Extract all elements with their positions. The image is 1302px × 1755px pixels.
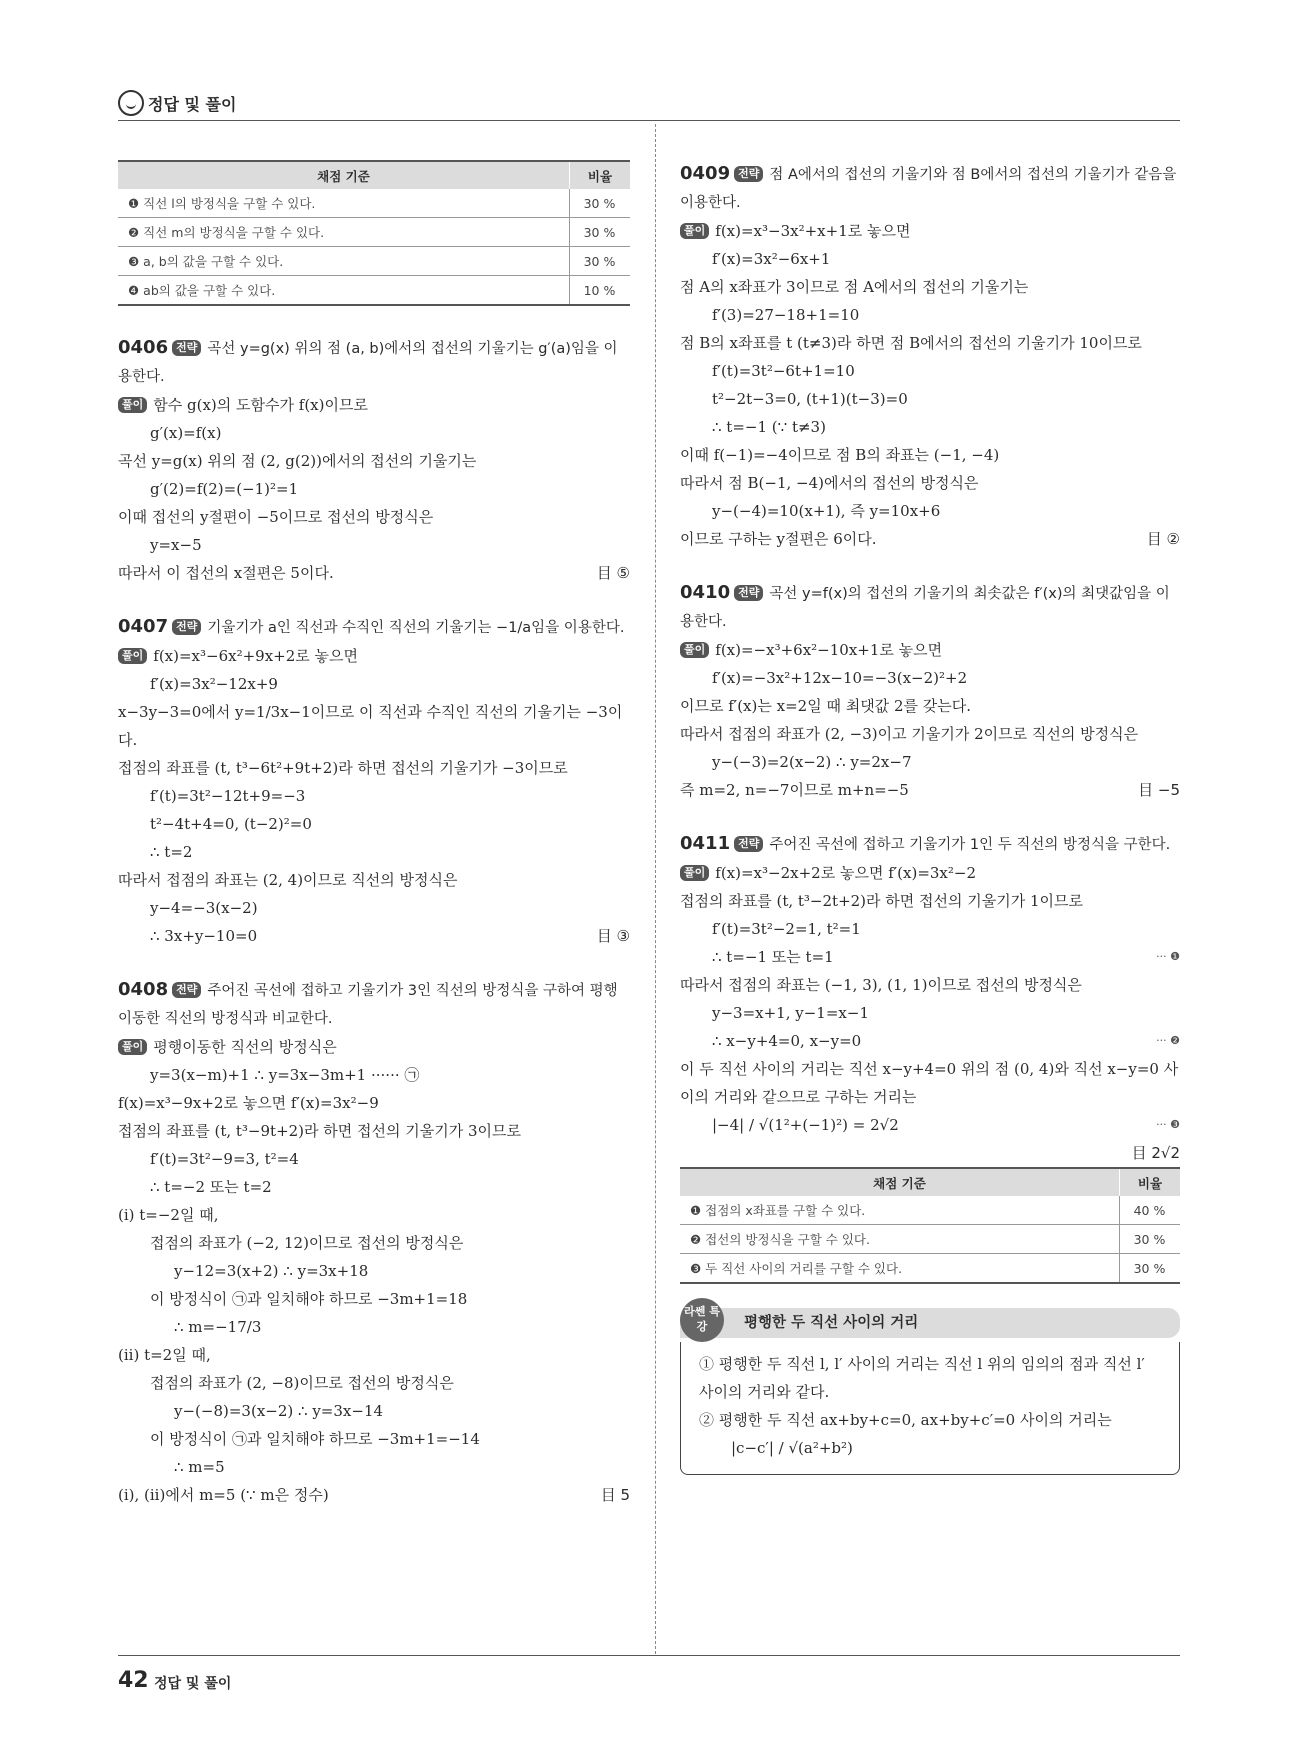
strategy-tag: 전략 <box>734 836 763 852</box>
problem-0411 <box>680 830 1180 1162</box>
problem-number: 0408 <box>118 979 169 1000</box>
solution-line: (i) t=−2일 때, <box>118 1206 219 1224</box>
solution-line: 풀이 f(x)=−x³+6x²−10x+1로 놓으면 <box>680 636 1180 664</box>
solution-line: 따라서 이 접선의 x절편은 5이다. 目 ⑤ <box>118 559 630 587</box>
table-header-ratio: 비율 <box>1120 1168 1181 1196</box>
strategy-line <box>680 160 1180 217</box>
problem-number: 0406 <box>118 337 169 358</box>
header-title: 정답 및 풀이 <box>148 95 237 114</box>
solution-line: |−4| / √(1²+(−1)²) = 2√2 ··· ❸ <box>680 1111 1180 1139</box>
scoring-table-1 <box>118 160 630 306</box>
solution-line: 풀이 함수 g(x)의 도함수가 f(x)이므로 <box>118 391 630 419</box>
answer-mark: 目 −5 <box>1138 781 1180 799</box>
solution-line: 이때 접선의 y절편이 −5이므로 접선의 방정식은 <box>118 508 434 526</box>
strategy-line <box>118 334 630 391</box>
special-lecture-title: 평행한 두 직선 사이의 거리 <box>744 1315 919 1331</box>
solution-line: ∴ t=−1 (∵ t≠3) <box>712 418 826 436</box>
table-cell: 40 % <box>1120 1196 1181 1225</box>
answer-mark: 目 ⑤ <box>596 564 630 582</box>
table-cell: 30 % <box>1120 1254 1181 1284</box>
solution-line: f′(t)=3t²−6t+1=10 <box>712 362 855 380</box>
problem-0408 <box>118 976 630 1509</box>
solution-line: 풀이 f(x)=x³−3x²+x+1로 놓으면 <box>680 217 1180 245</box>
solution-line: f′(t)=3t²−2=1, t²=1 <box>712 920 861 938</box>
solution-line: y−(−8)=3(x−2) ∴ y=3x−14 <box>174 1402 384 1420</box>
answer-mark: 目 ③ <box>596 927 630 945</box>
solution-line: 따라서 접점의 좌표가 (2, −3)이고 기울기가 2이므로 직선의 방정식은 <box>680 725 1139 743</box>
strategy-line <box>680 830 1180 859</box>
solution-tag: 풀이 <box>680 865 709 881</box>
page-number: 42 <box>118 1668 149 1693</box>
solution-line: y−(−4)=10(x+1), 즉 y=10x+6 <box>712 502 941 520</box>
solution-line: t²−4t+4=0, (t−2)²=0 <box>150 815 312 833</box>
table-cell: ❷ 접선의 방정식을 구할 수 있다. <box>680 1225 1120 1254</box>
solution-line: 점 B의 x좌표를 t (t≠3)라 하면 점 B에서의 접선의 기울기가 10이므로 <box>680 334 1142 352</box>
solution-line: f′(x)=3x²−6x+1 <box>712 250 831 268</box>
solution-tag: 풀이 <box>680 642 709 658</box>
solution-line: f′(3)=27−18+1=10 <box>712 306 860 324</box>
strategy-line <box>118 976 630 1033</box>
problem-0407 <box>118 613 630 950</box>
solution-line: 풀이 평행이동한 직선의 방정식은 <box>118 1033 630 1061</box>
solution-line: 풀이 f(x)=x³−6x²+9x+2로 놓으면 <box>118 642 630 670</box>
table-cell: 30 % <box>570 218 631 247</box>
special-lecture-box <box>680 1342 1180 1475</box>
table-row <box>118 218 630 247</box>
solution-line: 접점의 좌표를 (t, t³−2t+2)라 하면 접선의 기울기가 1이므로 <box>680 892 1084 910</box>
special-formula: |c−c′| / √(a²+b²) <box>731 1439 853 1457</box>
table-cell: 30 % <box>1120 1225 1181 1254</box>
solution-line: f′(t)=3t²−12t+9=−3 <box>150 787 306 805</box>
column-divider <box>655 124 656 1654</box>
footer-label: 정답 및 풀이 <box>154 1676 232 1692</box>
strategy-text: 곡선 y=g(x) 위의 점 (a, b)에서의 접선의 기울기는 g′(a)임을 이용한다. <box>118 341 618 385</box>
table-cell: ❶ 접점의 x좌표를 구할 수 있다. <box>680 1196 1120 1225</box>
solution-line: ∴ m=5 <box>174 1458 225 1476</box>
solution-line: g′(2)=f(2)=(−1)²=1 <box>150 480 299 498</box>
strategy-tag: 전략 <box>172 340 201 356</box>
solution-line: y−3=x+1, y−1=x−1 <box>712 1004 869 1022</box>
strategy-tag: 전략 <box>734 585 763 601</box>
solution-line: t²−2t−3=0, (t+1)(t−3)=0 <box>712 390 908 408</box>
solution-line: y−4=−3(x−2) <box>150 899 258 917</box>
special-lecture-header <box>680 1305 1180 1338</box>
page-footer <box>118 1655 1180 1716</box>
problem-number: 0407 <box>118 616 169 637</box>
solution-line: 따라서 점 B(−1, −4)에서의 접선의 방정식은 <box>680 474 979 492</box>
solution-tag: 풀이 <box>680 223 709 239</box>
solution-line: 이 두 직선 사이의 거리는 직선 x−y+4=0 위의 점 (0, 4)와 직선 x−y=0 사이의 거리와 같으므로 구하는 거리는 <box>680 1060 1179 1106</box>
solution-line: 이므로 f′(x)는 x=2일 때 최댓값 2를 갖는다. <box>680 697 971 715</box>
solution-line: 따라서 접점의 좌표는 (2, 4)이므로 직선의 방정식은 <box>118 871 458 889</box>
table-cell: 30 % <box>570 189 631 218</box>
strategy-text: 곡선 y=f(x)의 접선의 기울기의 최솟값은 f′(x)의 최댓값임을 이용한다. <box>680 586 1170 630</box>
problem-0409 <box>680 160 1180 553</box>
solution-line: ∴ t=−2 또는 t=2 <box>150 1178 272 1196</box>
table-cell: ❸ a, b의 값을 구할 수 있다. <box>118 247 570 276</box>
strategy-text: 기울기가 a인 직선과 수직인 직선의 기울기는 −1/a임을 이용한다. <box>207 620 625 636</box>
step-marker: ··· ❶ <box>1156 950 1180 963</box>
solution-line: 이때 f(−1)=−4이므로 점 B의 좌표는 (−1, −4) <box>680 446 1000 464</box>
strategy-text: 주어진 곡선에 접하고 기울기가 3인 직선의 방정식을 구하여 평행이동한 직선의 방정식과 비교한다. <box>118 983 618 1027</box>
table-header-ratio: 비율 <box>570 161 631 189</box>
solution-line: 이 방정식이 ㉠과 일치해야 하므로 −3m+1=18 <box>150 1290 468 1308</box>
solution-line: 이 방정식이 ㉠과 일치해야 하므로 −3m+1=−14 <box>150 1430 480 1448</box>
solution-line: 접점의 좌표가 (−2, 12)이므로 접선의 방정식은 <box>150 1234 464 1252</box>
table-cell: ❶ 직선 l의 방정식을 구할 수 있다. <box>118 189 570 218</box>
solution-line: (i), (ii)에서 m=5 (∵ m은 정수) 目 5 <box>118 1481 630 1509</box>
solution-line: 이므로 구하는 y절편은 6이다. 目 ② <box>680 525 1180 553</box>
answer-mark: 目 ② <box>1146 530 1180 548</box>
table-row <box>680 1196 1180 1225</box>
solution-line: y−12=3(x+2) ∴ y=3x+18 <box>174 1262 369 1280</box>
solution-tag: 풀이 <box>118 1039 147 1055</box>
table-cell: 10 % <box>570 276 631 306</box>
solution-line: f′(x)=3x²−12x+9 <box>150 675 278 693</box>
table-row <box>118 276 630 306</box>
right-column <box>680 160 1180 1475</box>
table-cell: ❷ 직선 m의 방정식을 구할 수 있다. <box>118 218 570 247</box>
problem-number: 0410 <box>680 582 731 603</box>
solution-line: f′(x)=−3x²+12x−10=−3(x−2)²+2 <box>712 669 968 687</box>
solution-line: 접점의 좌표를 (t, t³−9t+2)라 하면 접선의 기울기가 3이므로 <box>118 1122 522 1140</box>
solution-line: y=x−5 <box>150 536 202 554</box>
special-item-1: ① 평행한 두 직선 l, l′ 사이의 거리는 직선 l 위의 임의의 점과 직선 l′ 사이의 거리와 같다. <box>699 1355 1145 1401</box>
solution-line: 접점의 좌표가 (2, −8)이므로 접선의 방정식은 <box>150 1374 454 1392</box>
special-item-2: ② 평행한 두 직선 ax+by+c=0, ax+by+c′=0 사이의 거리는 <box>699 1411 1112 1429</box>
step-marker: ··· ❷ <box>1156 1034 1180 1047</box>
problem-number: 0409 <box>680 163 731 184</box>
solution-line: 따라서 접점의 좌표는 (−1, 3), (1, 1)이므로 접선의 방정식은 <box>680 976 1082 994</box>
table-header-criteria: 채점 기준 <box>680 1168 1120 1196</box>
solution-line: ∴ 3x+y−10=0 目 ③ <box>118 922 630 950</box>
solution-line: f(x)=x³−9x+2로 놓으면 f′(x)=3x²−9 <box>118 1094 379 1112</box>
special-lecture-badge: 라쎈 특강 <box>680 1298 724 1342</box>
solution-line: y−(−3)=2(x−2) ∴ y=2x−7 <box>712 753 912 771</box>
solution-line: (ii) t=2일 때, <box>118 1346 211 1364</box>
smiley-logo-icon <box>118 90 144 116</box>
table-row <box>118 189 630 218</box>
strategy-text: 점 A에서의 접선의 기울기와 점 B에서의 접선의 기울기가 같음을 이용한다. <box>680 167 1177 211</box>
strategy-text: 주어진 곡선에 접하고 기울기가 1인 두 직선의 방정식을 구한다. <box>769 837 1171 853</box>
strategy-line <box>118 613 630 642</box>
table-cell: ❸ 두 직선 사이의 거리를 구할 수 있다. <box>680 1254 1120 1284</box>
answer-mark: 目 2√2 <box>1131 1144 1180 1162</box>
table-row <box>680 1254 1180 1284</box>
solution-line: g′(x)=f(x) <box>150 424 222 442</box>
solution-line: ∴ t=2 <box>150 843 193 861</box>
strategy-tag: 전략 <box>172 982 201 998</box>
solution-line: ∴ t=−1 또는 t=1 ··· ❶ <box>680 943 1180 971</box>
table-row <box>118 247 630 276</box>
strategy-tag: 전략 <box>172 619 201 635</box>
problem-0410 <box>680 579 1180 804</box>
problem-number: 0411 <box>680 833 731 854</box>
table-cell: 30 % <box>570 247 631 276</box>
solution-line: f′(t)=3t²−9=3, t²=4 <box>150 1150 299 1168</box>
solution-tag: 풀이 <box>118 648 147 664</box>
answer-mark: 目 5 <box>600 1486 630 1504</box>
solution-line: ∴ x−y+4=0, x−y=0 ··· ❷ <box>680 1027 1180 1055</box>
table-cell: ❹ ab의 값을 구할 수 있다. <box>118 276 570 306</box>
table-row <box>680 1225 1180 1254</box>
solution-line: ∴ m=−17/3 <box>174 1318 262 1336</box>
scoring-table-2 <box>680 1167 1180 1284</box>
solution-line: x−3y−3=0에서 y=1/3x−1이므로 이 직선과 수직인 직선의 기울기는 −3이다. <box>118 703 623 749</box>
strategy-line <box>680 579 1180 636</box>
solution-line: 곡선 y=g(x) 위의 점 (2, g(2))에서의 접선의 기울기는 <box>118 452 477 470</box>
solution-line: y=3(x−m)+1 ∴ y=3x−3m+1 ······ ㉠ <box>150 1066 420 1084</box>
page-header <box>118 90 1180 121</box>
strategy-tag: 전략 <box>734 166 763 182</box>
solution-line: 즉 m=2, n=−7이므로 m+n=−5 目 −5 <box>680 776 1180 804</box>
step-marker: ··· ❸ <box>1156 1118 1180 1131</box>
solution-line: 접점의 좌표를 (t, t³−6t²+9t+2)라 하면 접선의 기울기가 −3이므로 <box>118 759 568 777</box>
left-column <box>118 160 630 1535</box>
problem-0406 <box>118 334 630 587</box>
solution-tag: 풀이 <box>118 397 147 413</box>
table-header-criteria: 채점 기준 <box>118 161 570 189</box>
solution-line: 풀이 f(x)=x³−2x+2로 놓으면 f′(x)=3x²−2 <box>680 859 1180 887</box>
solution-line: 점 A의 x좌표가 3이므로 점 A에서의 접선의 기울기는 <box>680 278 1029 296</box>
